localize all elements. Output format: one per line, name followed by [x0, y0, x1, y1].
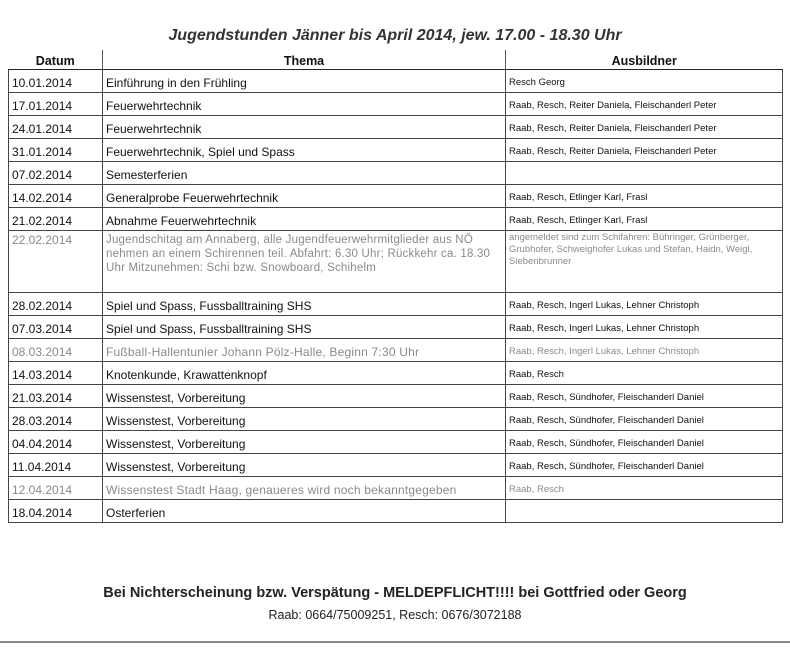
- thema-cell: Semesterferien: [103, 162, 506, 185]
- table-row: [9, 339, 783, 362]
- thema-cell: Spiel und Spass, Fussballtraining SHS: [103, 293, 506, 316]
- ausbildner-cell: Raab, Resch, Reiter Daniela, Fleischanderl Peter: [506, 116, 783, 139]
- table-row: [9, 116, 783, 139]
- date-cell: 12.04.2014: [9, 477, 103, 500]
- table-row: [9, 293, 783, 316]
- schedule-table-header: [9, 50, 783, 70]
- ausbildner-cell: [506, 162, 783, 185]
- date-cell: 28.03.2014: [9, 408, 103, 431]
- date-cell: 21.03.2014: [9, 385, 103, 408]
- table-row: [9, 185, 783, 208]
- table-row: [9, 362, 783, 385]
- header-row: [9, 50, 783, 70]
- date-cell: 14.02.2014: [9, 185, 103, 208]
- thema-cell: Einführung in den Frühling: [103, 70, 506, 93]
- date-cell: 08.03.2014: [9, 339, 103, 362]
- thema-cell: Feuerwehrtechnik, Spiel und Spass: [103, 139, 506, 162]
- table-row: [9, 208, 783, 231]
- thema-cell: Feuerwehrtechnik: [103, 93, 506, 116]
- ausbildner-cell: Raab, Resch, Sündhofer, Fleischanderl Daniel: [506, 454, 783, 477]
- table-row: [9, 454, 783, 477]
- thema-cell: Wissenstest Stadt Haag, genaueres wird noch bekanntgegeben: [103, 477, 506, 500]
- date-cell: 22.02.2014: [9, 231, 103, 293]
- table-row: [9, 139, 783, 162]
- date-cell: 10.01.2014: [9, 70, 103, 93]
- ausbildner-cell: Raab, Resch, Sündhofer, Fleischanderl Daniel: [506, 408, 783, 431]
- thema-cell: Generalprobe Feuerwehrtechnik: [103, 185, 506, 208]
- thema-cell: Wissenstest, Vorbereitung: [103, 454, 506, 477]
- thema-cell: Feuerwehrtechnik: [103, 116, 506, 139]
- ausbildner-cell: Raab, Resch: [506, 362, 783, 385]
- thema-cell: Osterferien: [103, 500, 506, 523]
- date-cell: 24.01.2014: [9, 116, 103, 139]
- ausbildner-cell: Raab, Resch, Reiter Daniela, Fleischanderl Peter: [506, 139, 783, 162]
- ausbildner-cell: Raab, Resch, Ingerl Lukas, Lehner Christoph: [506, 339, 783, 362]
- bottom-divider: [0, 641, 790, 643]
- table-row: [9, 231, 783, 293]
- ausbildner-cell: Raab, Resch, Etlinger Karl, Frasl: [506, 208, 783, 231]
- table-row: [9, 500, 783, 523]
- ausbildner-cell: Raab, Resch, Etlinger Karl, Frasl: [506, 185, 783, 208]
- table-row: [9, 408, 783, 431]
- ausbildner-cell: [506, 500, 783, 523]
- page-title: Jugendstunden Jänner bis April 2014, jew. 17.00 - 18.30 Uhr: [168, 27, 622, 44]
- table-row: [9, 316, 783, 339]
- date-cell: 31.01.2014: [9, 139, 103, 162]
- footer-notice: Bei Nichterscheinung bzw. Verspätung - MELDEPFLICHT!!!! bei Gottfried oder Georg: [103, 585, 687, 601]
- thema-cell: Wissenstest, Vorbereitung: [103, 408, 506, 431]
- table-row: [9, 431, 783, 454]
- thema-cell: Spiel und Spass, Fussballtraining SHS: [103, 316, 506, 339]
- footer-contact: Raab: 0664/75009251, Resch: 0676/3072188: [268, 608, 522, 622]
- date-cell: 07.03.2014: [9, 316, 103, 339]
- column-header-date: Datum: [9, 50, 103, 70]
- thema-cell: Wissenstest, Vorbereitung: [103, 431, 506, 454]
- schedule-table-body: [9, 70, 783, 523]
- thema-cell: Jugendschitag am Annaberg, alle Jugendfeuerwehrmitglieder aus NÖ nehmen an einem Schirennen teil. Abfahrt: 6.30 Uhr; Rückkehr ca. 18.30 Uhr Mitzunehmen: Schi bzw. Snowboard, Schihelm: [103, 231, 506, 293]
- date-cell: 07.02.2014: [9, 162, 103, 185]
- table-row: [9, 385, 783, 408]
- ausbildner-cell: Raab, Resch, Reiter Daniela, Fleischanderl Peter: [506, 93, 783, 116]
- ausbildner-cell: Raab, Resch, Ingerl Lukas, Lehner Christoph: [506, 316, 783, 339]
- table-row: [9, 93, 783, 116]
- date-cell: 04.04.2014: [9, 431, 103, 454]
- thema-cell: Fußball-Hallentunier Johann Pölz-Halle, Beginn 7:30 Uhr: [103, 339, 506, 362]
- thema-cell: Knotenkunde, Krawattenknopf: [103, 362, 506, 385]
- table-row: [9, 477, 783, 500]
- ausbildner-cell: Raab, Resch, Ingerl Lukas, Lehner Christoph: [506, 293, 783, 316]
- date-cell: 18.04.2014: [9, 500, 103, 523]
- ausbildner-cell: Raab, Resch, Sündhofer, Fleischanderl Daniel: [506, 431, 783, 454]
- ausbildner-cell: angemeldet sind zum Schifahren: Bühringer, Grünberger, Grubhofer, Schweighofer Lukas und Stefan, Haidn, Weigl, Siebenbrunner: [506, 231, 783, 293]
- ausbildner-cell: Raab, Resch: [506, 477, 783, 500]
- ausbildner-cell: Resch Georg: [506, 70, 783, 93]
- date-cell: 28.02.2014: [9, 293, 103, 316]
- date-cell: 21.02.2014: [9, 208, 103, 231]
- ausbildner-cell: Raab, Resch, Sündhofer, Fleischanderl Daniel: [506, 385, 783, 408]
- thema-cell: Wissenstest, Vorbereitung: [103, 385, 506, 408]
- date-cell: 11.04.2014: [9, 454, 103, 477]
- column-header-ausbildner: Ausbildner: [506, 50, 783, 70]
- table-row: [9, 70, 783, 93]
- schedule-table: [8, 50, 783, 523]
- thema-cell: Abnahme Feuerwehrtechnik: [103, 208, 506, 231]
- date-cell: 17.01.2014: [9, 93, 103, 116]
- date-cell: 14.03.2014: [9, 362, 103, 385]
- column-header-thema: Thema: [103, 50, 506, 70]
- table-row: [9, 162, 783, 185]
